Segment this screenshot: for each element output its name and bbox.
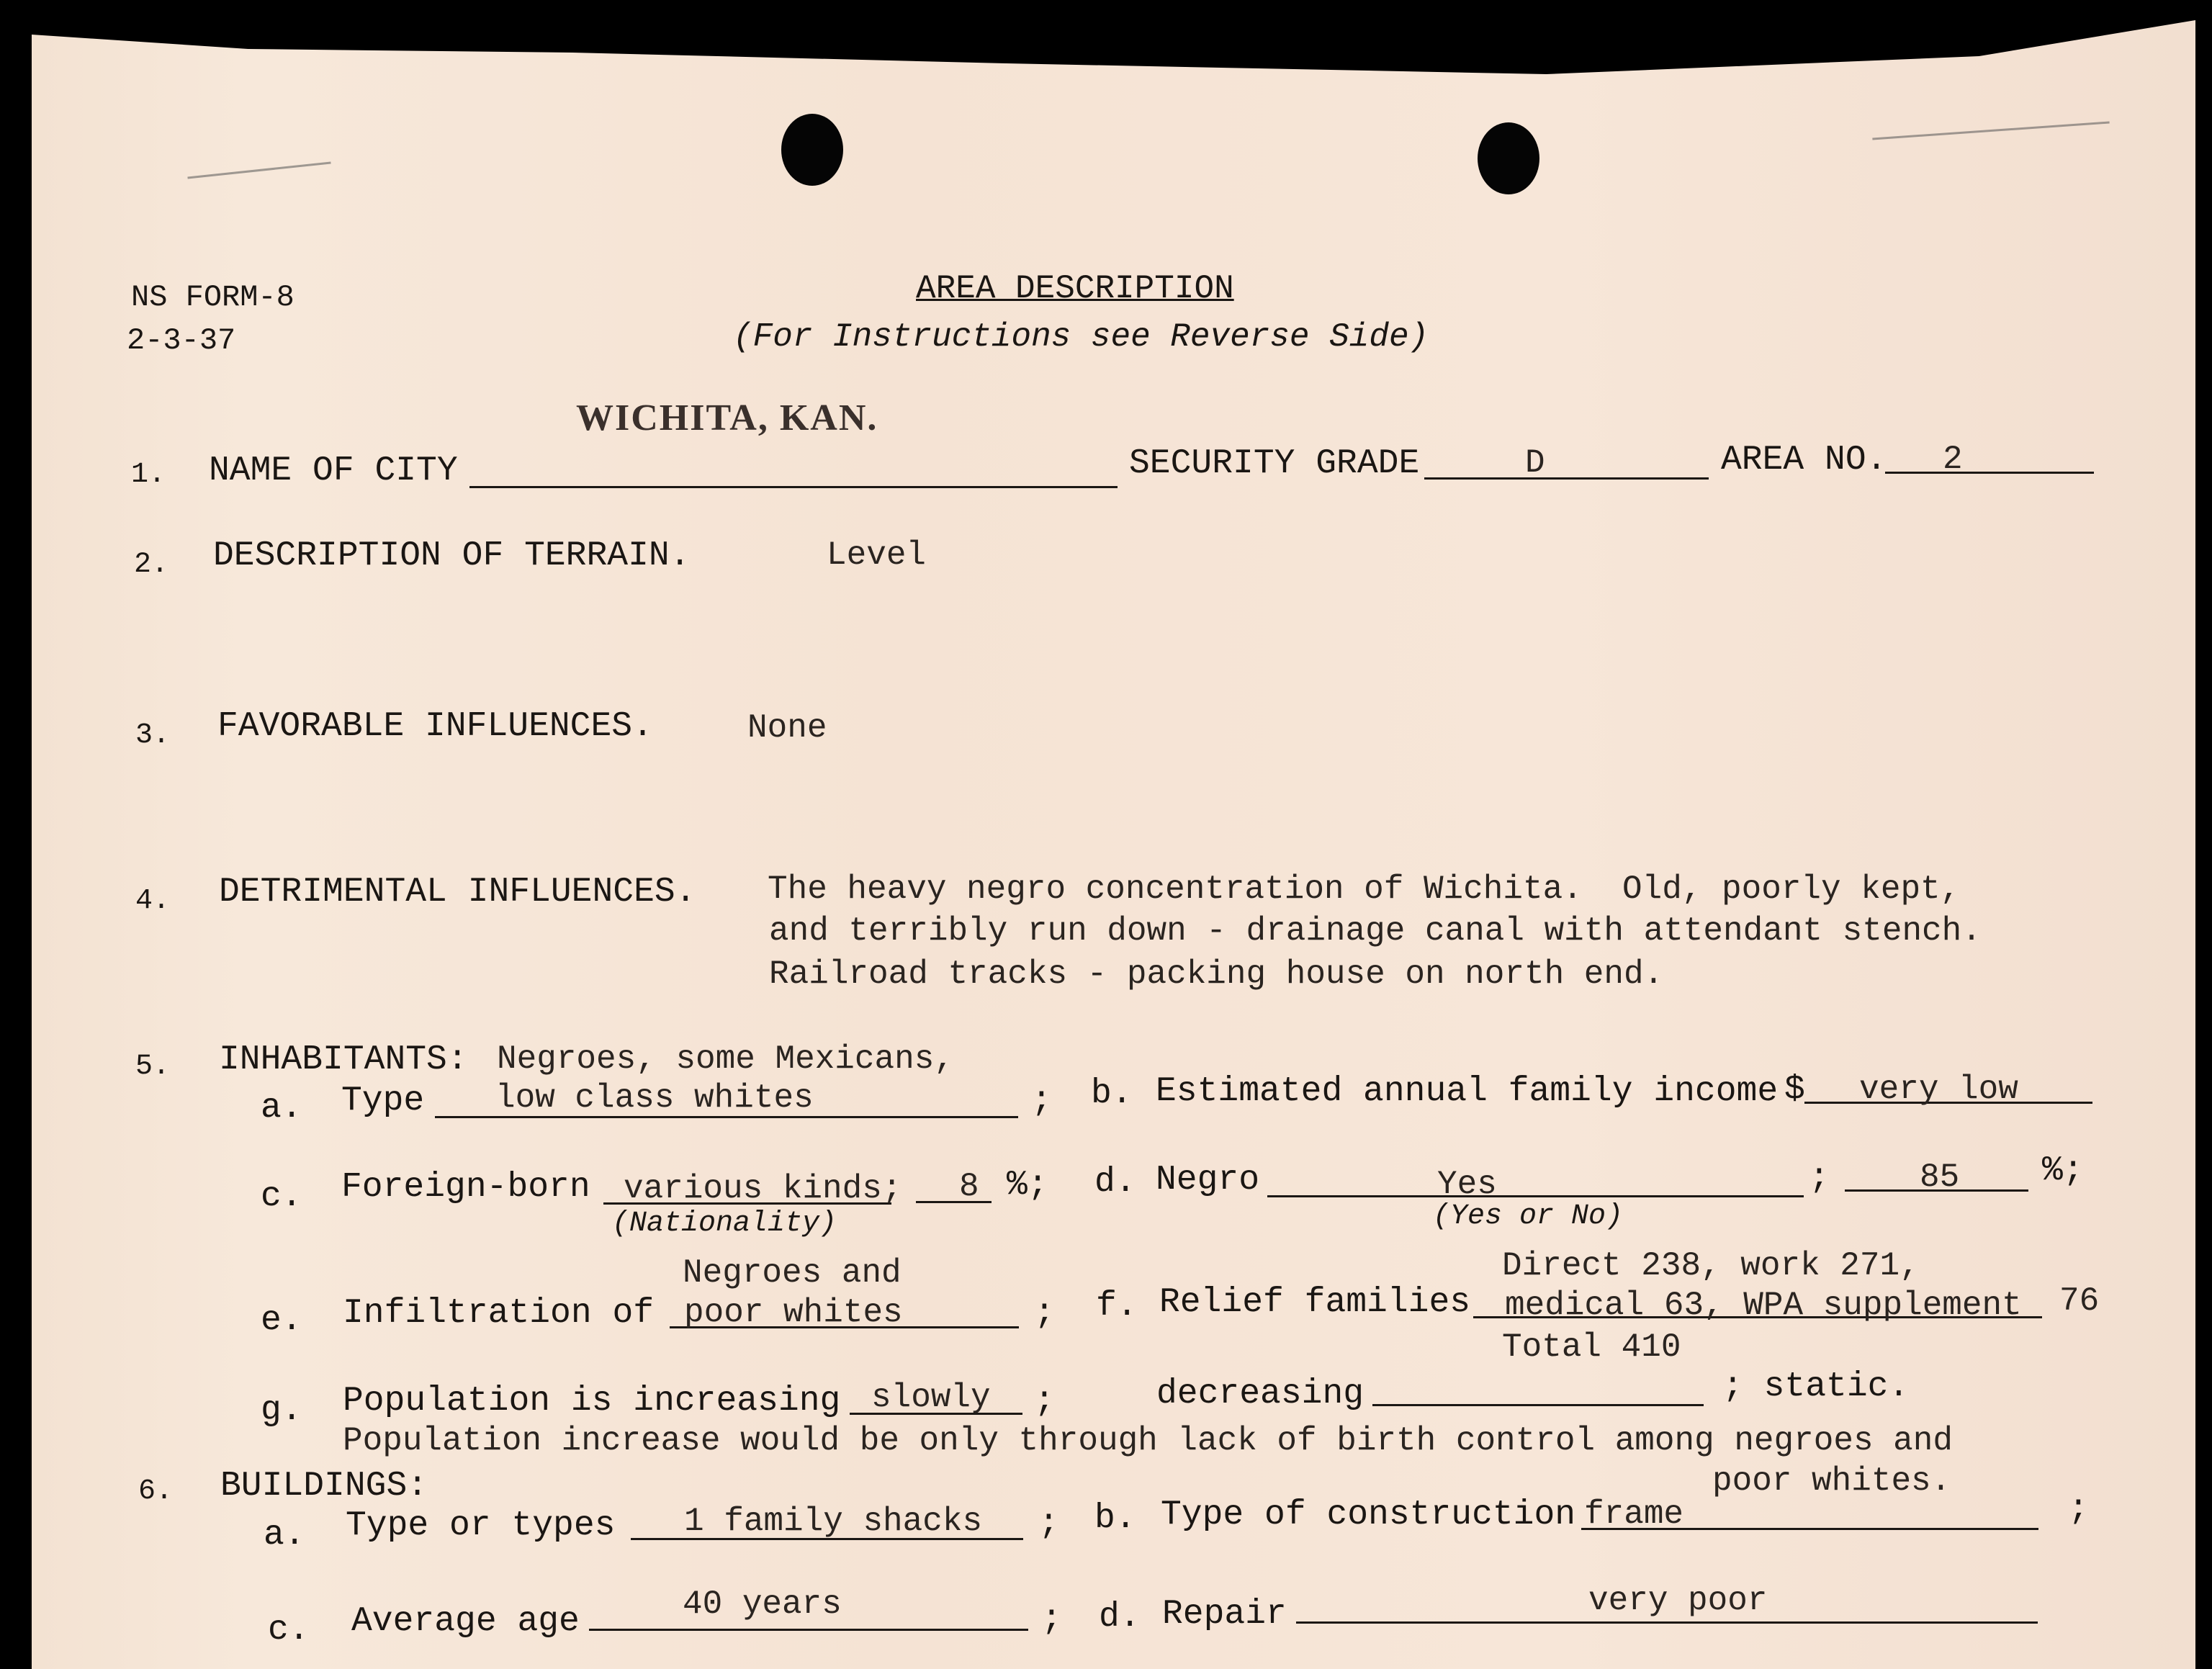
relief-families-line2-tail: 76 bbox=[2059, 1282, 2100, 1320]
percent-sign: %; bbox=[2042, 1151, 2084, 1190]
family-income-value: very low bbox=[1859, 1071, 2018, 1108]
repair-value: very poor bbox=[1588, 1582, 1768, 1619]
city-field[interactable] bbox=[469, 486, 1118, 488]
form-id: NS FORM-8 bbox=[131, 280, 295, 315]
nationality-caption: (Nationality) bbox=[612, 1207, 837, 1240]
item-number: 1. bbox=[131, 459, 166, 491]
type-label: Type bbox=[341, 1081, 425, 1120]
page-title: AREA DESCRIPTION bbox=[916, 270, 1234, 307]
detrimental-line-2: and terribly run down - drainage canal with attendant stench. bbox=[769, 912, 1982, 950]
family-income-label: Estimated annual family income bbox=[1156, 1072, 1779, 1111]
detrimental-line-1: The heavy negro concentration of Wichita. Old, poorly kept, bbox=[768, 871, 1961, 908]
item-number: 3. bbox=[135, 719, 171, 752]
area-number-value: 2 bbox=[1943, 441, 1963, 478]
infiltration-label: Infiltration of bbox=[343, 1294, 655, 1333]
item-number: 6. bbox=[138, 1475, 174, 1508]
currency-sign: $ bbox=[1784, 1071, 1805, 1110]
form-date: 2-3-37 bbox=[127, 323, 236, 358]
yes-no-caption: (Yes or No) bbox=[1433, 1200, 1624, 1233]
sub-key: c. bbox=[261, 1177, 302, 1216]
sub-key: a. bbox=[261, 1089, 302, 1128]
separator: ; bbox=[1809, 1159, 1830, 1197]
negro-field[interactable] bbox=[1267, 1195, 1804, 1197]
infiltration-value-line1: Negroes and bbox=[683, 1254, 902, 1292]
security-grade-field[interactable] bbox=[1424, 477, 1709, 480]
separator: ; bbox=[1034, 1294, 1055, 1333]
item-number: 4. bbox=[135, 885, 171, 917]
buildings-label: BUILDINGS: bbox=[220, 1467, 428, 1506]
page-subtitle: (For Instructions see Reverse Side) bbox=[733, 318, 1429, 356]
favorable-influences-value: None bbox=[747, 709, 827, 747]
area-number-field[interactable] bbox=[1885, 472, 2094, 474]
inhabitants-label: INHABITANTS: bbox=[219, 1040, 468, 1079]
negro-percent: 85 bbox=[1920, 1159, 1960, 1196]
favorable-influences-label: FAVORABLE INFLUENCES. bbox=[217, 707, 653, 746]
population-note-line1: Population increase would be only through lack of birth control among negroes and bbox=[343, 1422, 1953, 1459]
security-grade-value: D bbox=[1525, 444, 1545, 482]
sub-key: g. bbox=[261, 1391, 302, 1430]
negro-label: Negro bbox=[1156, 1161, 1260, 1200]
security-grade-label: SECURITY GRADE bbox=[1129, 444, 1420, 483]
sub-key: b. bbox=[1094, 1499, 1136, 1538]
terrain-value: Level bbox=[827, 536, 927, 574]
inhabitants-extra: Negroes, some Mexicans, bbox=[497, 1040, 954, 1078]
item-number: 5. bbox=[135, 1051, 171, 1083]
relief-families-label: Relief families bbox=[1159, 1283, 1471, 1322]
city-label: NAME OF CITY bbox=[209, 451, 458, 490]
terrain-label: DESCRIPTION OF TERRAIN. bbox=[213, 536, 691, 575]
sub-key: d. bbox=[1099, 1598, 1141, 1637]
sub-key: a. bbox=[264, 1516, 305, 1555]
sub-key: c. bbox=[268, 1611, 310, 1650]
population-increasing-label: Population is increasing bbox=[343, 1382, 841, 1421]
foreign-born-label: Foreign-born bbox=[341, 1168, 590, 1207]
foreign-born-percent-field[interactable] bbox=[916, 1201, 992, 1203]
building-type-value: 1 family shacks bbox=[684, 1503, 983, 1540]
repair-field[interactable] bbox=[1296, 1621, 2038, 1624]
sub-key: b. bbox=[1091, 1074, 1133, 1113]
foreign-born-value: various kinds; bbox=[624, 1170, 902, 1207]
sub-key: f. bbox=[1096, 1287, 1138, 1326]
construction-type-label: Type of construction bbox=[1161, 1495, 1576, 1534]
type-value: low class whites bbox=[495, 1079, 814, 1117]
construction-type-value: frame bbox=[1584, 1495, 1684, 1533]
city-stamp: WICHITA, KAN. bbox=[576, 397, 878, 438]
average-age-value: 40 years bbox=[683, 1585, 842, 1623]
area-number-label: AREA NO. bbox=[1721, 441, 1887, 480]
population-note-line2: poor whites. bbox=[1712, 1462, 1951, 1500]
separator: ; bbox=[2068, 1490, 2089, 1529]
item-number: 2. bbox=[134, 549, 169, 581]
repair-label: Repair bbox=[1162, 1595, 1287, 1634]
relief-families-line1: Direct 238, work 271, bbox=[1502, 1247, 1920, 1285]
separator: ; bbox=[1034, 1382, 1055, 1421]
form-page bbox=[32, 13, 2195, 1669]
population-static-label: ; static. bbox=[1722, 1367, 1910, 1406]
average-age-field[interactable] bbox=[589, 1629, 1028, 1631]
foreign-born-percent: 8 bbox=[959, 1168, 979, 1205]
building-type-label: Type or types bbox=[346, 1506, 616, 1545]
negro-value: Yes bbox=[1437, 1166, 1497, 1203]
relief-families-line2: medical 63, WPA supplement bbox=[1505, 1287, 2022, 1324]
population-decreasing-label: decreasing bbox=[1156, 1375, 1364, 1413]
punch-hole-right bbox=[1478, 122, 1539, 194]
sub-key: e. bbox=[261, 1301, 302, 1340]
separator: ; bbox=[1031, 1081, 1052, 1120]
relief-families-total: Total 410 bbox=[1502, 1328, 1681, 1366]
punch-hole-left bbox=[781, 114, 843, 186]
separator: ; bbox=[1038, 1504, 1059, 1543]
detrimental-line-3: Railroad tracks - packing house on north end. bbox=[769, 955, 1664, 993]
population-increasing-value: slowly bbox=[871, 1379, 991, 1416]
percent-sign: %; bbox=[1007, 1166, 1048, 1205]
population-decreasing-field[interactable] bbox=[1372, 1404, 1704, 1406]
detrimental-influences-label: DETRIMENTAL INFLUENCES. bbox=[219, 873, 696, 912]
separator: ; bbox=[1041, 1600, 1062, 1639]
average-age-label: Average age bbox=[351, 1602, 580, 1641]
infiltration-value-line2: poor whites bbox=[684, 1294, 903, 1331]
sub-key: d. bbox=[1094, 1163, 1136, 1202]
